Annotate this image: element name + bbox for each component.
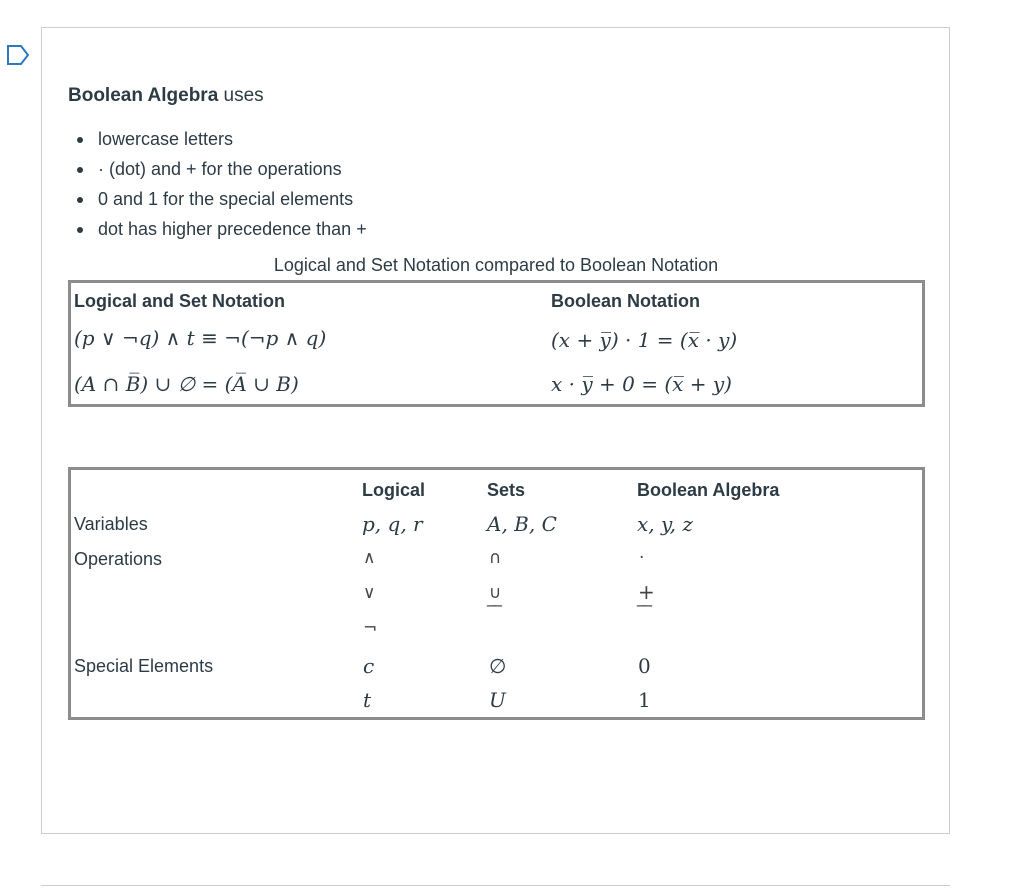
boolean-plus-symbol: + (638, 580, 655, 604)
symbol-comparison-table (68, 467, 925, 720)
set-variables: A, B, C (487, 512, 557, 536)
boolean-variables: x, y, z (637, 512, 693, 536)
intro-text (68, 85, 264, 107)
boolean-one: 1 (638, 688, 651, 712)
list-item: · (dot) and + for the operations (68, 158, 367, 188)
logical-variables: p, q, r (362, 512, 423, 536)
header-sets: Sets (487, 480, 526, 500)
logical-not-symbol: ¬ (363, 618, 378, 638)
intro-rest: uses (218, 85, 264, 106)
boolean-complement-bar: ‾‾ (637, 603, 650, 623)
list-item: dot has higher precedence than + (68, 218, 367, 248)
set-complement-bar: ‾‾ (487, 603, 500, 623)
set-union-symbol: ∪ (489, 583, 502, 603)
bullet-list (68, 128, 367, 248)
boolean-dot-symbol: · (639, 548, 645, 568)
intro-bold-term: Boolean Algebra (68, 85, 219, 106)
flag-outline-icon[interactable] (6, 44, 30, 66)
logical-or-symbol: ∨ (363, 583, 376, 603)
list-item: 0 and 1 for the special elements (68, 188, 367, 218)
header-logical: Logical (362, 480, 426, 500)
logical-tautology: t (363, 688, 372, 712)
table-caption: Logical and Set Notation compared to Boolean Notation (273, 255, 719, 275)
header-boolean: Boolean Notation (551, 291, 700, 311)
set-empty: ∅ (489, 654, 507, 678)
row-label-variables: Variables (74, 514, 148, 534)
logical-expression-1: (p ∨ ¬q) ∧ t ≡ ¬(¬p ∧ q) (74, 326, 327, 350)
header-boolean-algebra: Boolean Algebra (637, 480, 780, 500)
row-label-special-elements: Special Elements (74, 656, 214, 676)
row-label-operations: Operations (74, 549, 163, 569)
boolean-zero: 0 (638, 654, 651, 678)
header-logical-set: Logical and Set Notation (74, 291, 286, 311)
set-intersection-symbol: ∩ (489, 548, 502, 568)
boolean-expression-2: x · y̅ + 0 = (x̅ + y) (551, 372, 732, 396)
logical-and-symbol: ∧ (363, 548, 376, 568)
divider (41, 885, 950, 886)
list-item: lowercase letters (68, 128, 367, 158)
question-card (41, 27, 950, 834)
set-universe: U (489, 688, 506, 712)
boolean-expression-1: (x + y̅) · 1 = (x̅ · y) (551, 328, 738, 352)
notation-comparison-table (68, 280, 925, 407)
logical-contradiction: c (363, 654, 375, 678)
set-expression-2: (A ∩ B̅) ∪ ∅ = (A̅ ∪ B) (74, 372, 299, 396)
